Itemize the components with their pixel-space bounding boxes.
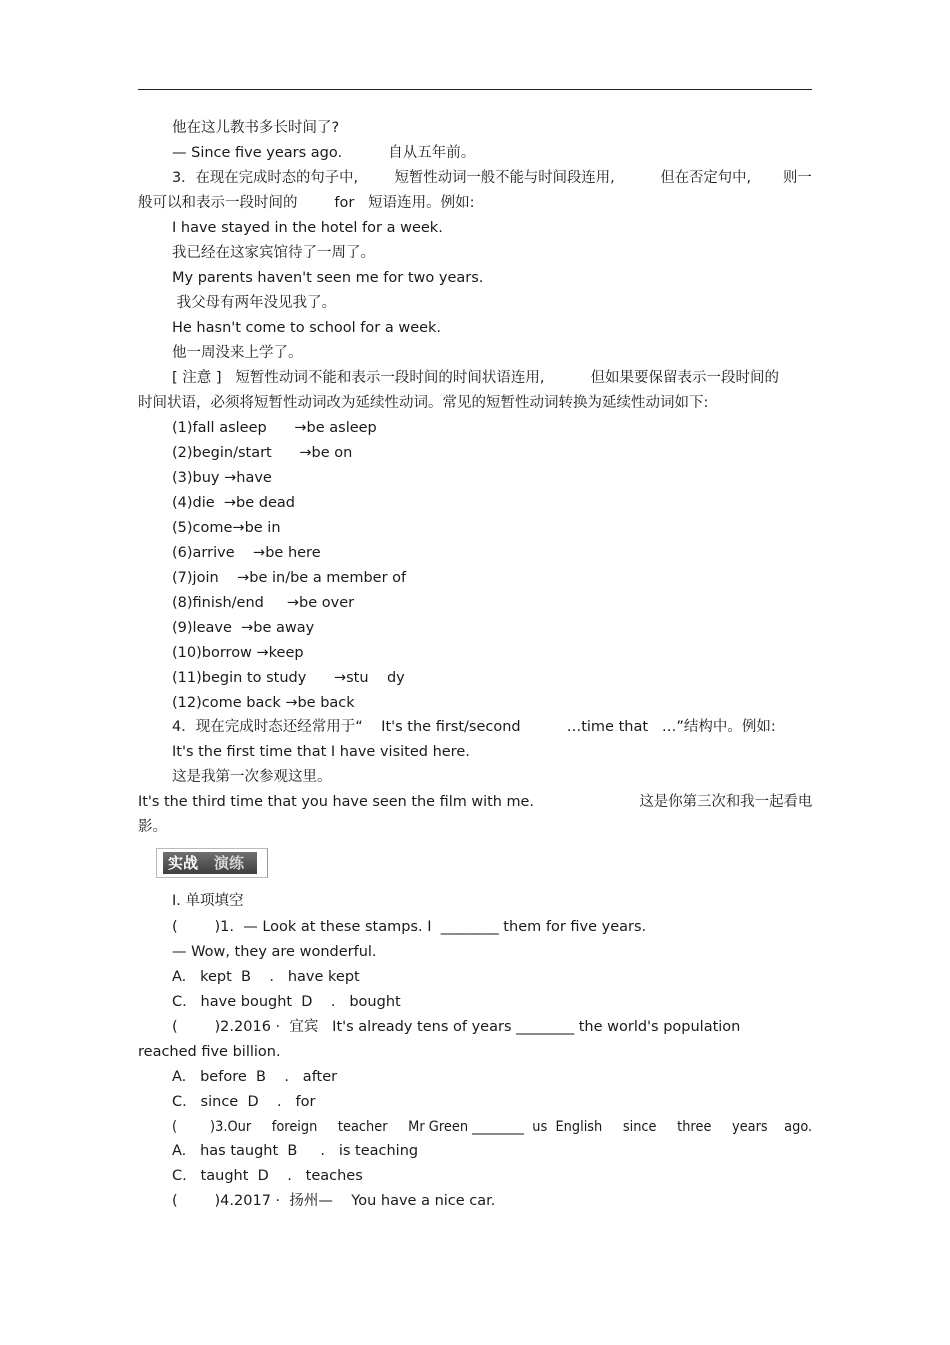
option-line: C. have bought D . bought: [172, 994, 401, 1010]
text-line: My parents haven't seen me for two years.: [172, 270, 484, 286]
section-badge: [156, 848, 268, 878]
text-line: I have stayed in the hotel for a week.: [172, 220, 443, 236]
text-line: 影。: [138, 819, 167, 835]
text-line: — Wow, they are wonderful.: [172, 944, 377, 960]
text-line: 我父母有两年没见我了。: [172, 295, 337, 311]
verb-pair: (11)begin to study →stu dy: [172, 670, 405, 686]
section-badge-bar: [163, 852, 257, 874]
header-rule: [138, 89, 812, 90]
option-line: A. kept B . have kept: [172, 969, 360, 985]
badge-label-left: 实战: [168, 854, 199, 872]
verb-pair: (4)die →be dead: [172, 495, 296, 511]
option-line: C. since D . for: [172, 1094, 316, 1110]
text-line: 他在这儿教书多长时间了?: [172, 120, 340, 136]
option-line: C. taught D . teaches: [172, 1168, 363, 1184]
text-line: 他一周没来上学了。: [172, 345, 303, 361]
verb-pair: (8)finish/end →be over: [172, 595, 355, 611]
text-line: He hasn't come to school for a week.: [172, 320, 442, 336]
text-line: 我已经在这家宾馆待了一周了。: [172, 245, 375, 261]
verb-pair: (5)come→be in: [172, 520, 281, 536]
question-line: ( )2.2016 · 宜宾 It's already tens of years ________ the world's population: [172, 1019, 741, 1035]
verb-pair: (2)begin/start →be on: [172, 445, 353, 461]
verb-pair: (10)borrow →keep: [172, 645, 304, 661]
section-heading: Ⅰ. 单项填空: [172, 893, 244, 909]
verb-pair: (1)fall asleep →be asleep: [172, 420, 377, 436]
text-line: — Since five years ago. 自从五年前。: [172, 145, 476, 161]
verb-pair: (3)buy →have: [172, 470, 272, 486]
option-line: A. before B . after: [172, 1069, 338, 1085]
question-line: ( )3.Our foreign teacher Mr Green ________ us English since three years ago.: [172, 1119, 813, 1135]
text-line: reached five billion.: [138, 1044, 281, 1060]
option-line: A. has taught B . is teaching: [172, 1143, 419, 1159]
question-line: ( )1. — Look at these stamps. I ________ them for five years.: [172, 919, 647, 935]
text-line: 3．在现在完成时态的句子中, 短暂性动词一般不能与时间段连用, 但在否定句中, 则一: [172, 170, 812, 186]
note-line: [ 注意 ] 短暂性动词不能和表示一段时间的时间状语连用, 但如果要保留表示一段时间的: [172, 370, 780, 386]
verb-pair: (6)arrive →be here: [172, 545, 321, 561]
question-line: ( )4.2017 · 扬州— You have a nice car.: [172, 1193, 496, 1209]
text-line: 这是我第一次参观这里。: [172, 769, 332, 785]
verb-pair: (12)come back →be back: [172, 695, 355, 711]
badge-label-right: 演练: [214, 854, 245, 872]
text-line: 般可以和表示一段时间的 for 短语连用。例如:: [138, 195, 475, 211]
text-line: 4．现在完成时态还经常用于“ It's the first/second …time that …”结构中。例如:: [172, 719, 776, 735]
verb-pair: (7)join →be in/be a member of: [172, 570, 407, 586]
text-line: It's the first time that I have visited here.: [172, 744, 470, 760]
verb-pair: (9)leave →be away: [172, 620, 315, 636]
text-line: 时间状语，必须将短暂性动词改为延续性动词。常见的短暂性动词转换为延续性动词如下:: [138, 395, 709, 411]
text-line: It's the third time that you have seen the film with me. 这是你第三次和我一起看电: [138, 794, 813, 810]
